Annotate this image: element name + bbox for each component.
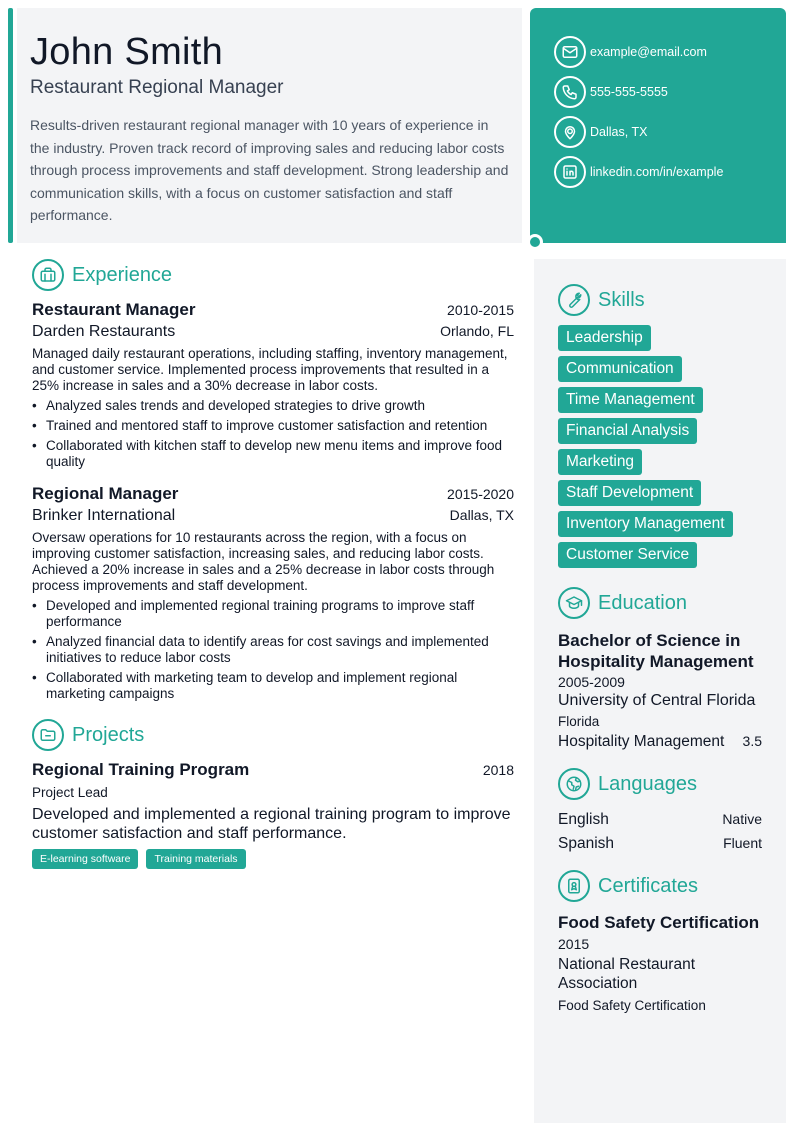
education-school: University of Central Florida — [558, 692, 756, 709]
skills-list — [558, 325, 762, 568]
contact-email[interactable] — [554, 32, 786, 72]
job-bullets — [32, 398, 514, 470]
job-company: Brinker International — [32, 507, 176, 524]
project-description: Developed and implemented a regional training program to improve customer satisfaction and staff performance. — [32, 806, 511, 842]
job-bullets — [32, 598, 514, 702]
job-bullet: • Analyzed sales trends and developed strategies to drive growth — [32, 398, 514, 414]
certificate-book-icon — [558, 870, 590, 902]
job-location: Orlando, FL — [440, 323, 514, 339]
skill-tag: Marketing — [558, 449, 642, 475]
experience-title: Experience — [72, 263, 173, 286]
wrench-icon — [558, 284, 590, 316]
job-description: Managed daily restaurant operations, including staffing, inventory management, and customer service. Implemented process improvements that resulted in a 25% increase in sales and a 30% decrease in labor costs. — [32, 346, 508, 393]
education-field-row — [558, 733, 762, 751]
header-accent-bar — [8, 8, 13, 243]
project-year: 2018 — [482, 762, 514, 778]
location-pin-icon — [554, 116, 586, 148]
experience-item — [32, 300, 514, 470]
job-bullet: • Collaborated with kitchen staff to develop new menu items and improve food quality — [32, 438, 514, 470]
linkedin-icon — [554, 156, 586, 188]
language-item — [558, 835, 762, 853]
job-bullet: • Trained and mentored staff to improve customer satisfaction and retention — [32, 418, 514, 434]
job-bullet: • Developed and implemented regional training programs to improve staff performance — [32, 598, 514, 630]
job-dates: 2010-2015 — [447, 302, 514, 318]
job-bullet: • Collaborated with marketing team to develop and implement regional marketing campaigns — [32, 670, 514, 702]
contact-panel — [530, 8, 786, 243]
sidebar-column — [534, 259, 786, 1123]
email-text: example@email.com — [590, 45, 707, 59]
job-dates: 2015-2020 — [447, 486, 514, 502]
experience-item — [32, 484, 514, 702]
project-tags — [32, 849, 514, 869]
email-icon — [554, 36, 586, 68]
languages-title: Languages — [598, 772, 697, 795]
certificate-description: Food Safety Certification — [558, 998, 706, 1013]
job-location: Dallas, TX — [449, 507, 514, 523]
education-gpa: 3.5 — [742, 733, 762, 749]
graduation-cap-icon — [558, 587, 590, 619]
folder-icon — [32, 719, 64, 751]
skill-tag: Inventory Management — [558, 511, 733, 537]
language-level: Native — [722, 811, 762, 827]
decorative-dot — [527, 234, 543, 250]
project-tag: Training materials — [146, 849, 245, 869]
education-field: Hospitality Management — [558, 733, 725, 750]
contact-linkedin[interactable] — [554, 152, 786, 192]
skills-title: Skills — [598, 288, 645, 311]
certificate-year: 2015 — [558, 936, 590, 952]
job-company: Darden Restaurants — [32, 323, 176, 340]
projects-title: Projects — [72, 723, 145, 746]
contact-location — [554, 112, 786, 152]
project-tag: E-learning software — [32, 849, 138, 869]
briefcase-icon — [32, 259, 64, 291]
candidate-role: Restaurant Regional Manager — [30, 77, 284, 98]
project-title: Regional Training Program — [32, 760, 250, 779]
main-column — [32, 258, 514, 869]
globe-icon — [558, 768, 590, 800]
certificates-title: Certificates — [598, 874, 699, 897]
skill-tag: Financial Analysis — [558, 418, 697, 444]
language-level: Fluent — [723, 835, 762, 851]
location-text: Dallas, TX — [590, 125, 648, 139]
project-item — [32, 760, 514, 869]
header-panel — [17, 8, 522, 243]
job-description: Oversaw operations for 10 restaurants across the region, with a focus on improving customer satisfaction, increasing sales, and reducing labor costs. Achieved a 20% increase in sales and a 25% decrease in labor costs through process improvements and staff development. — [32, 530, 495, 593]
skill-tag: Customer Service — [558, 542, 697, 568]
phone-icon — [554, 76, 586, 108]
job-bullet: • Analyzed financial data to identify areas for cost savings and implemented initiatives to reduce labor costs — [32, 634, 514, 666]
experience-header — [32, 258, 514, 292]
certificates-header — [558, 869, 762, 903]
language-name: Spanish — [558, 835, 615, 852]
candidate-name: John Smith — [30, 31, 224, 73]
profile-summary: Results-driven restaurant regional manager with 10 years of experience in the industry. Proven track record of improving sales and reducing labor costs through process improvements and staff development. Strong leadership and communication skills, with a focus on customer satisfaction and staff performance. — [30, 117, 509, 224]
education-degree: Bachelor of Science in Hospitality Management — [558, 631, 754, 671]
certificate-organization: National Restaurant Association — [558, 956, 695, 992]
language-name: English — [558, 811, 609, 828]
language-item — [558, 811, 762, 829]
skill-tag: Leadership — [558, 325, 651, 351]
skill-tag: Staff Development — [558, 480, 701, 506]
education-header — [558, 586, 762, 620]
contact-phone[interactable] — [554, 72, 786, 112]
skill-tag: Communication — [558, 356, 682, 382]
languages-header — [558, 767, 762, 801]
project-role: Project Lead — [32, 785, 108, 800]
certificate-name: Food Safety Certification — [558, 913, 760, 932]
phone-text: 555-555-5555 — [590, 85, 668, 99]
job-title: Restaurant Manager — [32, 300, 196, 319]
projects-header — [32, 718, 514, 752]
skill-tag: Time Management — [558, 387, 703, 413]
education-years: 2005-2009 — [558, 674, 625, 690]
education-title: Education — [598, 591, 687, 614]
skills-header — [558, 283, 762, 317]
linkedin-text: linkedin.com/in/example — [590, 165, 724, 179]
education-location: Florida — [558, 714, 600, 729]
job-title: Regional Manager — [32, 484, 179, 503]
